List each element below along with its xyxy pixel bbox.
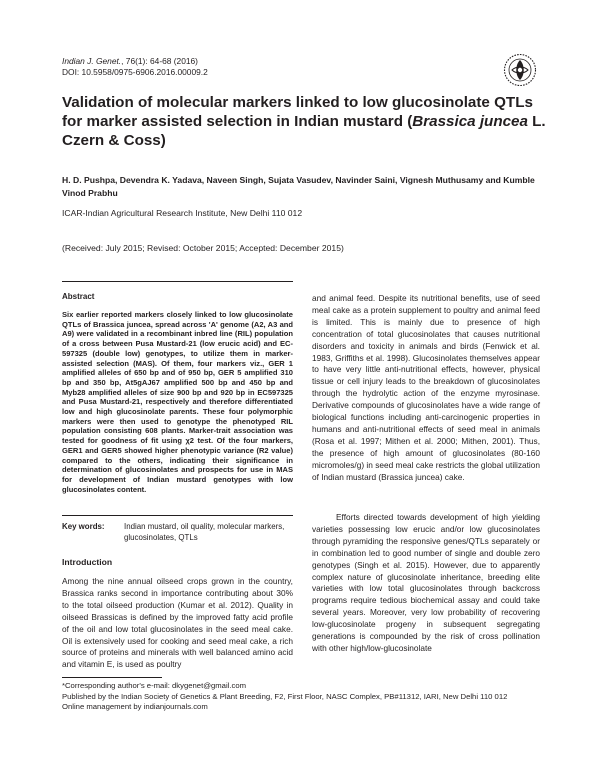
title-suffix: L. Czern & Coss) <box>62 113 546 149</box>
abstract-bottom-rule <box>62 515 293 516</box>
introduction-text: Among the nine annual oilseed crops grown in the country, Brassica ranks second in importance contributing about 30% to the total oilseed production (Kumar et al. 2012). Quality in oilseed Brassicas is defined by the improved fatty acid profile of the oil and low total glucosinolates in the seed meal cake. Oil is extensively used for cooking and seed meal cake, a rich source of proteins and minerals with well balanced amino acid and vitamin E, is used as poultry <box>62 576 293 670</box>
keywords-text: Indian mustard, oil quality, molecular markers, glucosinolates, QTLs <box>124 522 285 542</box>
journal-name: Indian J. Genet. <box>62 56 122 66</box>
right-column-paragraph-1: and animal feed. Despite its nutritional benefits, use of seed meal cake as a protein supplement to poultry and animal feed is limited. This is mainly due to presence of high concentration of total glucosinolates that causes nutritional disorders and toxicity in animals and birds (Fenwick et al. 1983, Griffiths et al. 1998). Glucosinolates themselves appear to have very little anti-nutritional effects, however, physical tissue or cell injury leads to the breakdown of glucosinolates through the hydrolytic action of the enzyme myrosinase. Derivative compounds of glucosinolates have a wide range of biological functions including anti-carcinogenic properties in humans and anti-nutritional effects of seed meal in animals (Rosa et al. 1997; Mithen et al. 2000; Mithen, 2001). Thus, the presence of high amount of glucosinolates (80-160 micromoles/g) in seed meal cake restricts the global utilization of Indian mustard (Brassica juncea) cake. <box>312 293 540 482</box>
right-column-paragraph-2: Efforts directed towards development of high yielding varieties possessing low erucic and/or low glucosinolates through pyramiding the responsive genes/QTLs separately or in combination led to good number of single and double zero genotypes (Singh et al. 2015). However, due to apparently complex nature of glucosinolate inheritance, breeding elite varieties with low total glucosinolates through backcross programs require tedious biochemical assay and could take several years. Moreover, very low probability of recovering low-glucosinolate progeny in subsequent segregating generations is compounded by the risk of cross pollination with other high/low-glucosinolate <box>312 512 540 653</box>
footer-rule <box>62 677 162 678</box>
abstract-text: Six earlier reported markers closely linked to low glucosinolate QTLs of Brassica juncea, spread across 'A' genome (A2, A3 and A9) were validated in a recombinant inbred line (RIL) population of a cross between Pusa Mustard-21 (low erucic acid) and EC-597325 (double low) genotypes, to utilize them in marker-assisted selection (MAS). Of them, four markers viz., GER 1 amplified alleles of 650 bp and of 950 bp, GER 5 amplified 310 bp and 350 bp, At5gAJ67 amplified 500 bp and 450 bp and Myb28 amplified alleles of size 900 bp and 920 bp in EC597325 and Pusa Mustard-21, respectively and therefore differentiated low and high glucosinolate parents. These four polymorphic markers were then used to genotype the phenotyped RIL population consisting 608 plants. Marker-trait association was tested for goodness of fit using χ2 test. Of the four markers, GER1 and GER5 showed higher phenotypic variance (R2 value) compared to the others, indicating their significance in determination of glucosinolates and prospects for use in MAS for development of Indian mustard genotypes with low glucosinolates content. <box>62 310 293 494</box>
online-management: Online management by indianjournals.com <box>62 702 208 711</box>
introduction-heading: Introduction <box>62 557 113 567</box>
corresponding-author: *Corresponding author's e-mail: dkygenet@gmail.com <box>62 681 247 690</box>
publisher-line: Published by the Indian Society of Genetics & Plant Breeding, F2, First Floor, NASC Complex, PB#11312, IARI, New Delhi 110 012 <box>62 691 508 701</box>
doi: DOI: 10.5958/0975-6906.2016.00009.2 <box>62 67 208 77</box>
keywords-label: Key words: <box>62 522 105 531</box>
title-species: Brassica juncea <box>412 113 528 130</box>
affiliation: ICAR-Indian Agricultural Research Institute, New Delhi 110 012 <box>62 208 303 218</box>
article-title <box>62 93 552 150</box>
footer <box>62 681 552 713</box>
title-main: Validation of molecular markers linked to low glucosinolate QTLs for marker assisted selection in Indian mustard ( <box>62 94 533 130</box>
volume-issue-pages: , 76(1): 64-68 (2016) <box>121 56 198 66</box>
journal-citation <box>62 56 208 78</box>
abstract-heading: Abstract <box>62 292 95 301</box>
society-seal-icon <box>503 53 537 87</box>
author-list: H. D. Pushpa, Devendra K. Yadava, Naveen Singh, Sujata Vasudev, Navinder Saini, Vignesh Muthusamy and Kumble Vinod Prabhu <box>62 175 535 198</box>
abstract-top-rule <box>62 281 293 282</box>
submission-dates: (Received: July 2015; Revised: October 2015; Accepted: December 2015) <box>62 243 344 253</box>
